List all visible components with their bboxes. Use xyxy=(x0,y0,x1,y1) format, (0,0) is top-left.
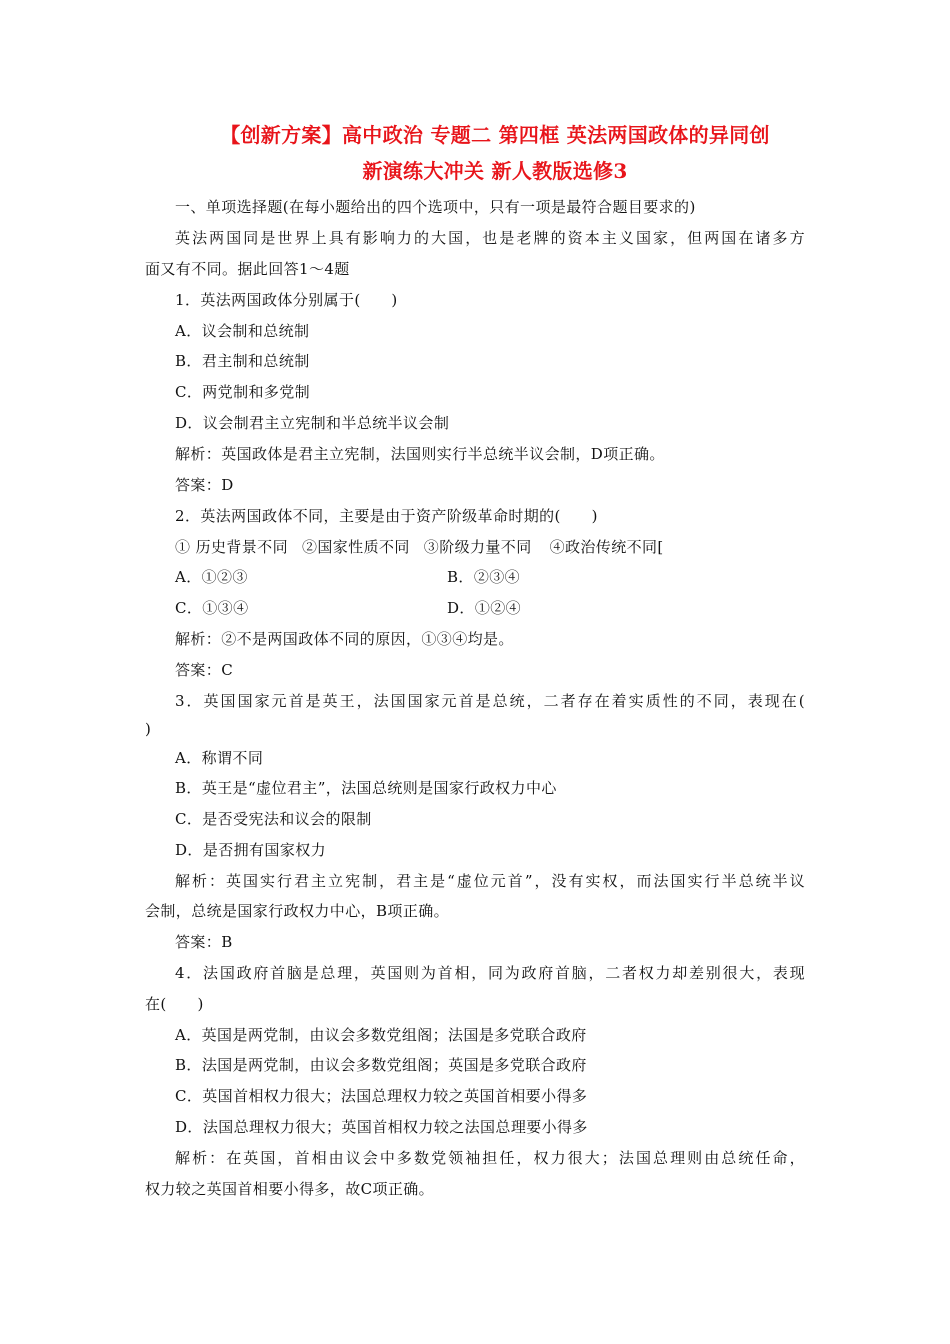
q3-option-d: D．是否拥有国家权力 xyxy=(175,841,327,859)
q1-option-a: A．议会制和总统制 xyxy=(175,322,310,340)
q4-analysis-line-1: 解析：在英国，首相由议会中多数党领袖担任，权力很大；法国总理则由总统任命， xyxy=(175,1149,805,1167)
document-title-line-2: 新演练大冲关 新人教版选修3 xyxy=(362,159,628,183)
q3-stem-line-1: 3．英国国家元首是英王，法国国家元首是总统，二者存在着实质性的不同，表现在( xyxy=(175,692,805,710)
q3-option-a: A．称谓不同 xyxy=(175,749,264,767)
q3-analysis-line-1: 解析：英国实行君主立宪制，君主是“虚位元首”，没有实权，而法国实行半总统半议 xyxy=(175,872,805,890)
q1-analysis: 解析：英国政体是君主立宪制，法国则实行半总统半议会制，D项正确。 xyxy=(175,445,665,463)
document-title-line-1: 【创新方案】高中政治 专题二 第四框 英法两国政体的异同创 xyxy=(220,123,770,147)
q2-item-3: ③阶级力量不同 xyxy=(423,538,532,556)
q2-option-a: A．①②③ xyxy=(175,568,248,586)
q1-option-c: C．两党制和多党制 xyxy=(175,383,311,401)
q4-stem-line-2: 在( ) xyxy=(145,995,204,1013)
q3-option-b: B．英王是“虚位君主”，法国总统则是国家行政权力中心 xyxy=(175,779,557,797)
q4-option-c: C．英国首相权力很大；法国总理权力较之英国首相要小得多 xyxy=(175,1087,588,1105)
q3-analysis-line-2: 会制，总统是国家行政权力中心，B项正确。 xyxy=(145,902,450,920)
q2-option-d: D．①②④ xyxy=(447,599,522,617)
q1-answer: 答案：D xyxy=(175,476,234,494)
q4-option-d: D．法国总理权力很大；英国首相权力较之法国总理要小得多 xyxy=(175,1118,588,1136)
q4-analysis-line-2: 权力较之英国首相要小得多，故C项正确。 xyxy=(145,1180,435,1198)
q3-option-c: C．是否受宪法和议会的限制 xyxy=(175,810,372,828)
intro-line-1: 英法两国同是世界上具有影响力的大国，也是老牌的资本主义国家，但两国在诸多方 xyxy=(175,229,805,247)
section-heading: 一、单项选择题(在每小题给出的四个选项中，只有一项是最符合题目要求的) xyxy=(175,198,696,216)
q2-items xyxy=(175,536,664,558)
q4-option-b: B．法国是两党制，由议会多数党组阁；英国是多党联合政府 xyxy=(175,1056,587,1074)
q2-option-b: B．②③④ xyxy=(447,568,521,586)
intro-line-2: 面又有不同。据此回答1～4题 xyxy=(145,260,350,278)
q2-stem: 2．英法两国政体不同，主要是由于资产阶级革命时期的( ) xyxy=(175,507,598,525)
q4-option-a: A．英国是两党制，由议会多数党组阁；法国是多党联合政府 xyxy=(175,1026,587,1044)
q1-option-b: B．君主制和总统制 xyxy=(175,352,310,370)
q1-option-d: D．议会制君主立宪制和半总统半议会制 xyxy=(175,414,450,432)
q4-stem-line-1: 4．法国政府首脑是总理，英国则为首相，同为政府首脑，二者权力却差别很大，表现 xyxy=(175,964,805,982)
q2-item-1: ① 历史背景不同 xyxy=(175,538,288,556)
q2-option-c: C．①③④ xyxy=(175,599,249,617)
q3-answer: 答案：B xyxy=(175,933,233,951)
q2-item-4: ④政治传统不同[ xyxy=(549,538,664,556)
q2-answer: 答案：C xyxy=(175,661,234,679)
q2-analysis: 解析：②不是两国政体不同的原因，①③④均是。 xyxy=(175,630,514,648)
q2-item-2: ②国家性质不同 xyxy=(301,538,410,556)
q3-stem-line-2: ) xyxy=(145,720,152,738)
q1-stem: 1．英法两国政体分别属于( ) xyxy=(175,291,398,309)
